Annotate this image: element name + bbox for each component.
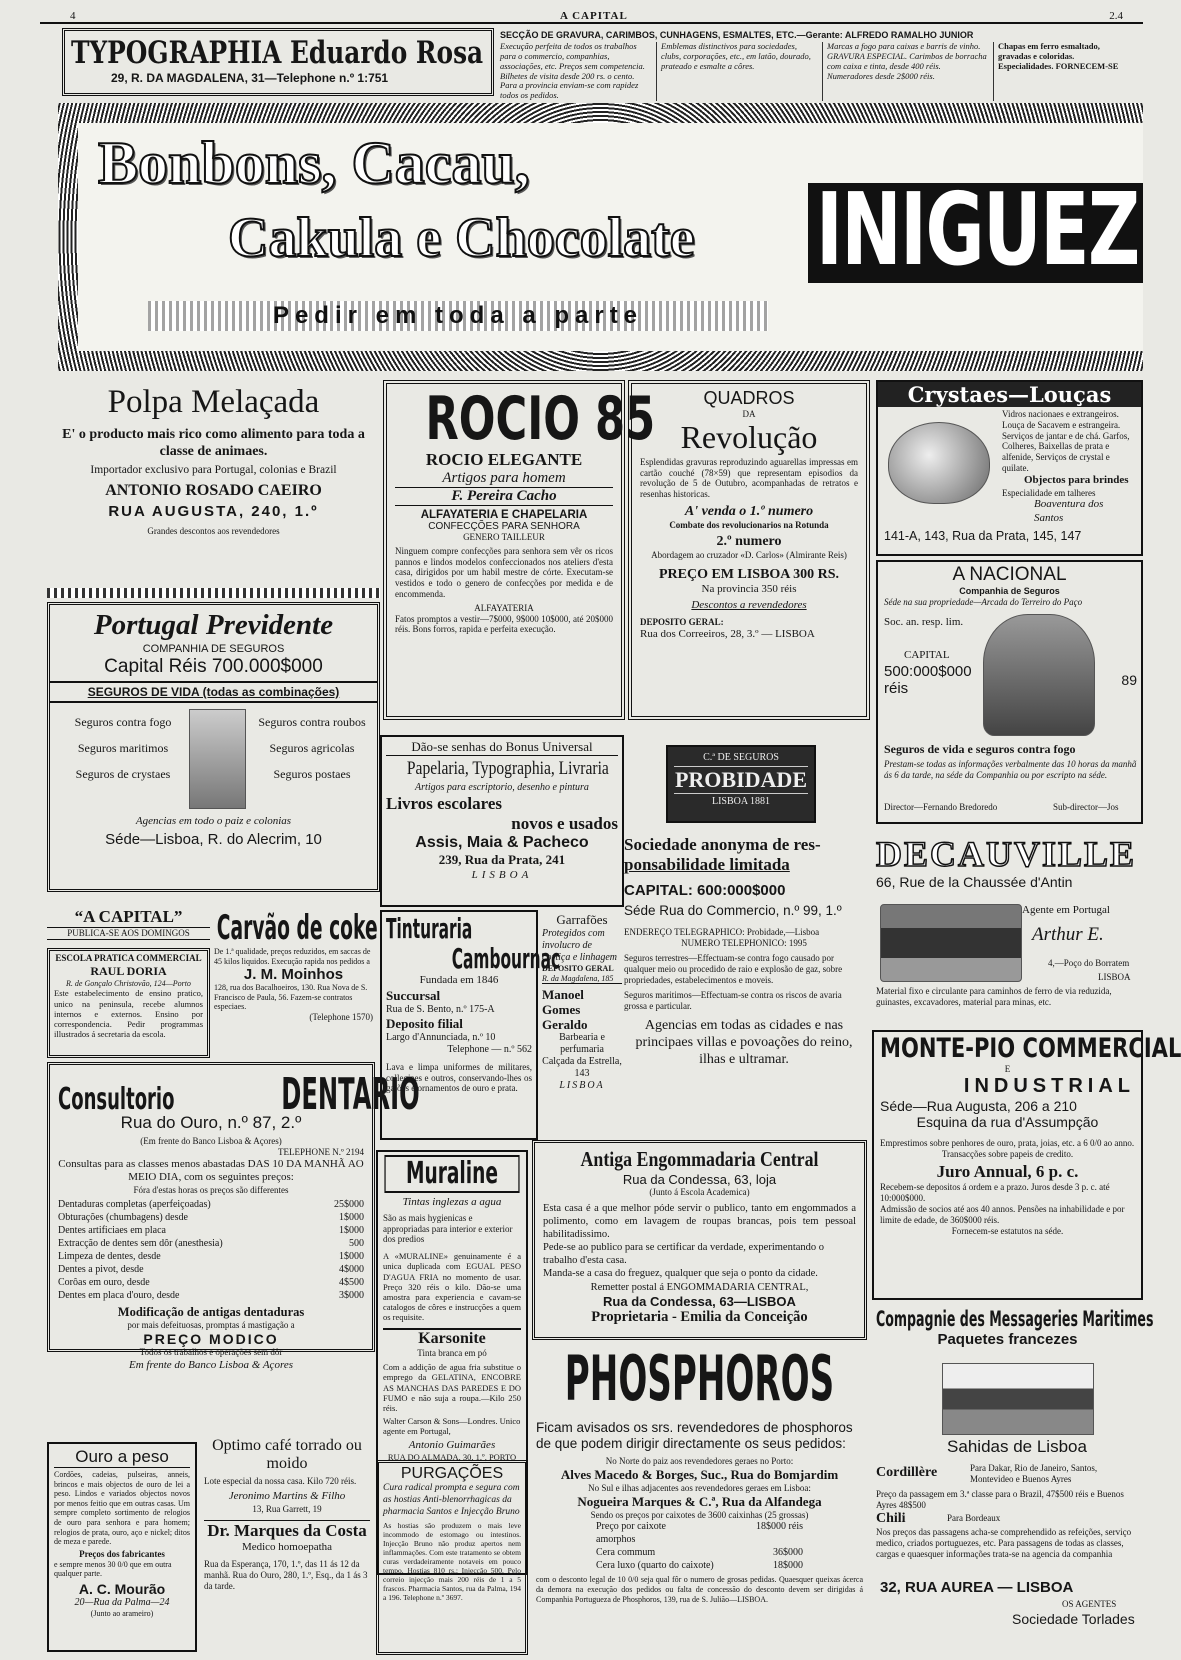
phosphoros-price-row — [596, 1546, 803, 1559]
quadros-rua: Rua dos Correeiros, 28, 3.º — LISBOA — [640, 627, 815, 640]
tinturaria-deposito: Deposito filial — [386, 1015, 463, 1031]
polpa-name: ANTONIO ROSADO CAEIRO — [105, 482, 322, 499]
dentario-price-price: 1$000 — [339, 1250, 364, 1262]
messageries-agentes: OS AGENTES — [1062, 1599, 1117, 1609]
probidade-capital: CAPITAL: 600:000$000 — [624, 882, 786, 899]
dentario-price-price: 25$000 — [334, 1198, 364, 1210]
rocio-artigos: Artigos para homem — [442, 470, 566, 486]
engommadaria-addr: Rua da Condessa, 63, loja — [622, 1172, 777, 1187]
dentario-em-frente: Em frente do Banco Lisboa & Açores — [129, 1359, 293, 1372]
carvao-text: De 1.ª qualidade, preços reduzidos, em saccas de 45 kilos liquidos. Execução rapida nos pedidos a — [214, 947, 371, 966]
previdente-ad — [47, 602, 380, 892]
bonbons-tagline: Pedir em toda a parte — [148, 301, 768, 331]
probidade-line2: ponsabilidade limitada — [624, 855, 790, 874]
cafe-dr-addr: Rua da Esperança, 170, 1.º, das 11 ás 12 da manhã. Rua do Ouro, 280, 1.º, Esq., da 1 ás 3 da tarde. — [204, 1559, 368, 1591]
bonus-address: 239, Rua da Prata, 241 — [438, 852, 566, 868]
tinturaria-text: Lava e limpa uniformes de militares, collegiaes e outros, conservando-lhes os galões e ornamentos de ouro e prata. — [386, 1061, 532, 1094]
muraline-walter: Walter Carson & Sons—Londres. Unico agente em Portugal, — [383, 1416, 521, 1437]
rocio-title: ROCIO 85 — [425, 384, 656, 454]
bonus-top: Dão-se senhas do Bonus Universal — [386, 739, 618, 756]
polpa-note: Grandes descontos aos revendedores — [147, 526, 280, 536]
probidade-line1: Sociedade anonyma de res- — [624, 835, 821, 854]
montepio-ad — [872, 1030, 1181, 1300]
dentario-todos: Todos os trabalhos e operações sem dôr — [139, 1346, 283, 1357]
previdente-right-list — [252, 709, 372, 787]
dentario-price-label: Dentaduras completas (aperfeiçoadas) — [58, 1198, 211, 1210]
nacional-capital: 500:000$000 réis — [884, 663, 972, 698]
dentario-price-label: Corôas em ouro, desde — [58, 1276, 150, 1288]
rocio-alfa: ALFAYATERIA — [474, 602, 534, 613]
nacional-side-number: 89 — [1121, 672, 1137, 688]
previdente-agencias: Agencias em todo o paiz e colonias — [135, 815, 292, 827]
previdente-right-0: Seguros contra roubos — [258, 715, 366, 729]
dentario-fora: Fóra d'estas horas os preços são differentes — [133, 1185, 289, 1196]
carvao-addr: 128, rua dos Bacalhoeiros, 130. Rua Nova de S. Francisco de Paula, 56. Fazem-se contratos especiaes. — [214, 983, 368, 1012]
montepio-text4: Admissão de socios até aos 40 annos. Pensões na inhabilidade e por limite de edade, de 360$000 réis. — [880, 1203, 1125, 1225]
quadros-da: DA — [742, 409, 756, 419]
montepio-text3: Recebem-se depositos á ordem e a prazo. Juros desde 3 p. c. até 10:000$000. — [880, 1182, 1110, 1204]
tinturaria-dep-addr: Largo d'Annunciada, n.º 10 — [386, 1031, 496, 1043]
garrafoes-title: Garrafões — [556, 912, 608, 927]
messageries-text: Nos preços das passagens acha-se comprehendido as refeições, serviço medico, criados portuguezes, etc. Para passagens de todas as classes, cargas e quaesquer informações trata-se na agencia da companhia — [876, 1527, 1132, 1559]
engommadaria-junto: (Junto á Escola Academica) — [649, 1187, 750, 1197]
bonus-artigos: Artigos para escriptorio, desenho e pintura — [415, 782, 589, 794]
bonbons-side-box — [808, 171, 1143, 288]
nacional-capital-label: CAPITAL — [904, 649, 950, 662]
probidade-maritimos: Seguros maritimos—Effectuam-se contra os riscos de avaria grossa e particular. — [624, 990, 842, 1011]
phosphoros-sendo: Sendo os preços por caixotes de 3600 caixinhas (25 grossas) — [590, 1509, 809, 1520]
decauville-ad — [872, 832, 1143, 1028]
engommadaria-text1: Esta casa é a que melhor póde servir o publico, tanto em engommados a polimento, como em lavagem de roupas brancas, pois tem pessoal habilitadissimo. — [543, 1202, 856, 1241]
bonus-livros: Livros escolares — [386, 794, 502, 814]
dentario-price-price: 4$500 — [339, 1276, 364, 1288]
statue-engraving — [983, 614, 1095, 736]
crystaes-title: Crystaes—Louças — [878, 382, 1141, 407]
phosphoros-norte: No Norte do paiz aos revendedores geraes no Porto: — [605, 1456, 794, 1466]
polpa-ad — [47, 380, 380, 582]
phosphoros-text: Ficam avisados os srs. revendedores de phosphoros de que podem dirigir directamente os seus pedidos: — [536, 1420, 853, 1451]
carvao-tel: (Telephone 1570) — [309, 1011, 373, 1022]
phosphoros-ad — [532, 1344, 867, 1656]
phosphoros-price-price: 36$000 — [773, 1547, 803, 1559]
nacional-vida: Seguros de vida e seguros contra fogo — [884, 742, 1076, 756]
quadros-venda2-sub: Abordagem ao cruzador «D. Carlos» (Almirante Reis) — [651, 549, 847, 560]
locomotive-engraving — [880, 904, 1022, 982]
previdente-capital: Capital Réis 700.000$000 — [104, 656, 323, 677]
muraline-text2: A «MURALINE» genuinamente é a unica duplicada com EGUAL PESO D'AGUA FRIA no momento de usar. Preço 320 réis o kilo. Dão-se uma amostra para experiencia e cavam-se catalogos de côres e instrucções a quem os requisite. — [383, 1251, 521, 1323]
crystaes-objetos: Objectos para brindes — [1024, 473, 1129, 486]
messageries-chili-text: Para Bordeaux — [947, 1513, 1001, 1523]
polpa-text1: E' o producto mais rico como alimento para toda a classe de animaes. — [62, 427, 365, 459]
dentario-price-row — [58, 1250, 364, 1263]
messageries-chili: Chili — [876, 1511, 906, 1526]
escola-ad — [47, 948, 210, 1058]
decauville-text: Material fixo e circulante para caminhos de ferro de via reduzida, guinastes, excavadores, material para minas, etc. — [876, 986, 1112, 1007]
phosphoros-alves: Alves Macedo & Borges, Suc., Rua do Bomjardim — [560, 1466, 839, 1482]
messageries-ad — [872, 1305, 1154, 1655]
typographia-title: TYPOGRAPHIA Eduardo Rosa — [71, 35, 484, 71]
decauville-addr2: 4,—Poço do Borratem — [1048, 958, 1130, 968]
probidade-banner-name: PROBIDADE — [674, 767, 807, 792]
probidade-ad — [624, 735, 872, 1135]
gravura-col2: Emblemas distinctivos para sociedades, clubs, corporações, etc., em latão, dourado, prateado e esmalte a côres. — [656, 42, 816, 101]
montepio-text5: Fornecem-se estatutos na séde. — [951, 1225, 1064, 1236]
masthead: A CAPITAL — [560, 10, 628, 22]
rocio-senhora: CONFECÇÕES PARA SENHORA — [428, 521, 580, 532]
cafe-name: Jeronimo Martins & Filho — [228, 1489, 346, 1502]
bonus-city: LISBOA — [471, 868, 533, 881]
crystaes-address: 141-A, 143, Rua da Prata, 145, 147 — [884, 528, 1082, 543]
tinturaria-title2: Cambournac — [451, 942, 561, 975]
previdente-left-0: Seguros contra fogo — [74, 715, 172, 729]
ouro-name: A. C. Mourão — [78, 1580, 166, 1597]
messageries-paquetes: Paquetes francezes — [937, 1331, 1078, 1348]
quadros-preco: PREÇO EM LISBOA 300 RS. — [658, 566, 840, 582]
quadros-ad — [628, 380, 870, 720]
crystaes-boaventura: Boaventura dos Santos — [1034, 498, 1104, 525]
dentario-price-label: Dentes em placa d'ouro, desde — [58, 1289, 180, 1301]
nacional-sub: Sub-director—Jos — [1053, 802, 1119, 812]
steamship-engraving — [942, 1363, 1094, 1435]
nacional-soc: Soc. an. resp. lim. — [884, 615, 964, 628]
escola-text: Este estabelecimento de ensino pratico, unico na peninsula, recebe alumnos internos e externos. Ensino por correspondencia. Pedir programmas illustrados á secretaria da escola. — [54, 988, 203, 1040]
cafe-medico: Medico homoepatha — [241, 1541, 333, 1554]
engommadaria-rua: Rua da Condessa, 63—LISBOA — [603, 1293, 796, 1309]
dentario-price-list — [58, 1198, 364, 1302]
probidade-tel: NUMERO TELEPHONICO: 1995 — [681, 938, 807, 948]
ouro-junto: (Junto ao arameiro) — [90, 1609, 154, 1619]
dentario-consultas: Consultas para as classes menos abastadas DAS 10 DA MANHÃ AO MEIO DIA, com os seguintes preços: — [58, 1157, 364, 1184]
bonus-novos: novos e usados — [511, 814, 618, 834]
rocio-section: ALFAYATERIA E CHAPELARIA — [420, 509, 588, 521]
dentario-price-price: 1$000 — [339, 1224, 364, 1236]
phosphoros-price-label: Preço por caixote — [596, 1521, 666, 1533]
messageries-cord-text: Para Dakar, Rio de Janeiro, Santos, Montevideo e Buenos Ayres — [970, 1463, 1098, 1484]
dentario-price-row — [58, 1276, 364, 1289]
cafe-ad — [200, 1435, 374, 1655]
phosphoros-footer: com o desconto legal de 10 0/0 seja qual fôr o numero de grosas pedidas. Quaesquer queixas ácerca da demora na execução dos pedidos ou falta de concessão do desconto devem ser dirigidas á Companhia Portugueza de Phosphoros, 139, rua de S. Julião—LISBOA. — [536, 1575, 863, 1604]
gravura-heading: SECÇÃO DE GRAVURA, CARIMBOS, CUNHAGENS, ESMALTES, ETC.—Gerante: ALFREDO RAMALHO JUNIOR — [500, 30, 974, 40]
montepio-juro: Juro Annual, 6 p. c. — [936, 1162, 1079, 1182]
carvao-name: J. M. Moinhos — [243, 966, 344, 984]
quadros-venda1-sub: Combate dos revolucionarios na Rotunda — [669, 519, 829, 530]
bonus-ad — [380, 735, 624, 907]
nacional-ad — [876, 560, 1143, 824]
messageries-soc: Sociedade Torlades — [1012, 1611, 1135, 1627]
garrafoes-city: LISBOA — [559, 1080, 605, 1092]
phosphoros-price-row — [596, 1533, 803, 1546]
dentario-tel: TELEPHONE N.º 2194 — [277, 1146, 364, 1157]
ouro-ad — [47, 1442, 197, 1652]
escola-addr: R. de Gonçalo Christovão, 124—Porto — [66, 978, 191, 988]
montepio-sede: Séde—Rua Augusta, 206 a 210 — [880, 1097, 1077, 1114]
probidade-banner — [666, 745, 816, 823]
muraline-k-sub: Tinta branca em pó — [417, 1348, 487, 1359]
phosphoros-price-label: amorphos — [596, 1534, 636, 1546]
engommadaria-prop: Proprietaria - Emilia da Conceição — [591, 1308, 808, 1325]
engommadaria-ad — [532, 1140, 867, 1340]
nacional-info: Prestam-se todas as informações verbalmente das 10 horas da manhã ás 6 da tarde, na séde da Companhia ou por escripto na séde. — [884, 759, 1137, 780]
garrafoes-calcada: Calçada da Estrella, 143 — [542, 1056, 622, 1080]
dentario-price-price: 1$000 — [339, 1211, 364, 1223]
phosphoros-sul: No Sul e ilhas adjacentes aos revendedores geraes em Lisboa: — [588, 1482, 811, 1493]
probidade-banner-bottom: LISBOA 1881 — [711, 796, 771, 807]
quadros-descontos: Descontos a revendedores — [691, 599, 807, 612]
gravura-col3: Marcas a fogo para caixas e barris de vinho. GRAVURA ESPECIAL. Carimbos de borracha com caixa e tinta, desde 400 réis. Numeradores desde 2$000 réis. — [822, 42, 987, 101]
dentario-price-label: Dentes artificiaes em placa — [58, 1224, 166, 1236]
montepio-title2: INDUSTRIAL — [963, 1074, 1135, 1097]
rocio-fatos: Fatos promptos a vestir—7$000, 9$000 10$000, até 20$000 réis. Bons forros, rapida e perfeita execução. — [395, 613, 613, 635]
muraline-karsonite: Karsonite — [383, 1328, 521, 1348]
garrafoes-barbearia: Barbearia e perfumaria — [559, 1032, 605, 1056]
nacional-title: A NACIONAL — [952, 564, 1067, 585]
previdente-right-2: Seguros postaes — [273, 767, 351, 781]
previdente-left-list — [68, 709, 178, 787]
muraline-k-text: Com a addição de agua fria substitue o emprego da GELATINA, ENCOBRE AS MANCHAS DAS PAREDES E DO FUMO e não suja a roupa.—Kilo 250 réis. — [383, 1362, 521, 1413]
dentario-price-price: 500 — [349, 1237, 364, 1249]
dentario-price-label: Extracção de dentes sem dôr (anesthesia) — [58, 1237, 223, 1249]
tinturaria-succ-addr: Rua de S. Bento, n.º 175-A — [386, 1003, 495, 1015]
probidade-terrestres: Seguros terrestres—Effectuam-se contra fogo causado por qualquer meio ou procedido de raio e explosão de gaz, sobre propriedades, estabelecimentos e moveis. — [624, 953, 843, 985]
dentario-price-price: 4$000 — [339, 1263, 364, 1275]
phosphoros-price-row — [596, 1559, 803, 1572]
dentario-ad — [47, 1062, 420, 1372]
decauville-name: Arthur E. — [1032, 924, 1104, 945]
messageries-cord: Cordillère — [876, 1465, 938, 1480]
previdente-title: Portugal Previdente — [93, 609, 334, 641]
bonus-title: Papelaria, Typographia, Livraria — [406, 758, 609, 780]
dentario-price-label: Obturações (chumbagens) desde — [58, 1211, 188, 1223]
engommadaria-text4: Remetter postal á ENGOMMADARIA CENTRAL, — [590, 1281, 809, 1293]
rocio-subtitle: ROCIO ELEGANTE — [425, 450, 583, 469]
phosphoros-price-list — [596, 1520, 803, 1572]
montepio-text2: Transacções sobre papeis de credito. — [941, 1148, 1074, 1159]
nacional-director: Director—Fernando Bredoredo — [884, 802, 998, 812]
crystaes-ad — [876, 380, 1143, 556]
dentario-price-row — [58, 1237, 364, 1250]
montepio-esquina: Esquina da rua d'Assumpção — [916, 1113, 1099, 1130]
quadros-top: QUADROS — [703, 388, 795, 408]
quadros-text: Esplendidas gravuras reproduzindo aguarellas impressas em cartão couché (78×59) que representam episodios da revolução de 5 de Outubro, acompanhadas de retratos e resenhas historicas. — [640, 456, 858, 500]
ouro-title: Ouro a peso — [54, 1447, 190, 1468]
previdente-vida: SEGUROS DE VIDA (todas as combinações) — [50, 681, 377, 703]
ouro-menos: e sempre menos 30 0/0 que em outra qualquer parte. — [54, 1559, 172, 1579]
dentario-modificacao: Modificação de antigas dentaduras — [117, 1304, 305, 1319]
bonbons-line2: Cakula e Chocolate — [228, 207, 695, 269]
dentario-price-price: 3$000 — [339, 1289, 364, 1301]
purgacoes-text: As hostias são produzem o mais leve incommodo de estomago ou intestinos. Injecção Bruno não produz apertos nem inflammações. Com este tratamento se obtem curas verdadeiramente notaveis em pouco tempo. Hostias 810 rs.; Injecção 500. Pelo correio injecção mais 200 réis de 1 a 5 frascos. Pharmacia Santos, rua da Palma, 194 a 196. Telephone n.º 3697. — [383, 1520, 521, 1602]
tinturaria-tel: Telephone — n.º 562 — [447, 1043, 532, 1055]
ship-engraving — [189, 709, 246, 809]
messageries-title: Compagnie des Messageries Maritimes — [876, 1307, 1154, 1331]
dentario-title1: Consultorio — [58, 1082, 175, 1117]
gravura-ad — [500, 30, 1143, 101]
muraline-addr: RUA DO ALMADA, 30, 1.º, PORTO — [387, 1452, 517, 1463]
purgacoes-title: PURGAÇÕES — [400, 1465, 504, 1482]
bonbons-ad — [78, 123, 1143, 351]
carvao-ad — [212, 907, 378, 1057]
decauville-title: DECAUVILLE — [876, 834, 1137, 874]
phosphoros-nogueira: Nogueira Marques & C.ª, Rua da Alfandega — [577, 1493, 822, 1509]
polpa-title: Polpa Melaçada — [107, 384, 320, 420]
typographia-address: 29, R. DA MAGDALENA, 31—Telephone n.º 1:751 — [111, 71, 389, 85]
previdente-right-1: Seguros agricolas — [269, 741, 355, 755]
gravura-col4: Chapas em ferro esmaltado, gravadas e coloridas. Especialidades. FORNECEM-SE — [993, 42, 1128, 101]
bonbons-line1: Bonbons, Cacau, — [98, 130, 530, 196]
nacional-subtitle: Companhia de Seguros — [959, 586, 1060, 596]
tinturaria-succ: Succursal — [386, 987, 441, 1003]
rocio-text: Ninguem compre confecções para senhora sem vêr os ricos pannos e lindos modelos confeccionados nos ateliers d'esta casa, dirigidos por um habil mestre de córte. Executam-se vestidos e todo o genero de confecções por medida e de encommenda. — [395, 545, 613, 599]
decauville-lisboa: LISBOA — [1098, 972, 1131, 982]
dentario-price-label: Dentes a pivot, desde — [58, 1263, 144, 1275]
rocio-owner: F. Pereira Cacho — [395, 487, 613, 506]
carvao-title: Carvão de coke — [216, 908, 378, 948]
bonbons-side-brand: INIGUEZ — [816, 171, 1139, 288]
dentario-price-label: Limpeza de dentes, desde — [58, 1250, 161, 1262]
dentario-price-row — [58, 1224, 364, 1237]
quadros-venda2: 2.º numero — [716, 533, 782, 549]
phosphoros-price-price: 18$000 — [773, 1560, 803, 1572]
phosphoros-price-price: 18$000 réis — [756, 1521, 803, 1533]
quadros-deposito: DEPOSITO GERAL: — [640, 617, 724, 628]
nacional-sede: Séde na sua propriedade—Arcada do Terreiro do Paço — [884, 596, 1083, 607]
garrafoes-manoel: Manoel Gomes Geraldo — [542, 987, 588, 1033]
phosphoros-price-row — [596, 1520, 803, 1533]
ouro-text: Cordões, cadeias, pulseiras, anneis, brincos e mais objectos de ouro de lei a peso. Lindos e variados objectos novos por menos feitio que em outras casas. Um sempre completo sortimento de relogios de ouro para senhora e para homem; relogios de prata, ouro, aço e nickel; ditos de meza e parede. — [54, 1470, 190, 1547]
engommadaria-title: Antiga Engommadaria Central — [580, 1147, 819, 1171]
quadros-venda1: A' venda o 1.º numero — [684, 503, 814, 519]
polpa-divider — [47, 588, 380, 598]
escola-title: ESCOLA PRATICA COMMERCIAL — [55, 953, 202, 963]
phosphoros-price-label: Cera commum — [596, 1547, 656, 1559]
decauville-address: 66, Rue de la Chaussée d'Antin — [876, 874, 1073, 890]
dentario-mod-sub: por mais defeituosas, promptas á mastigação a — [127, 1319, 295, 1330]
dentario-price-row — [58, 1198, 364, 1211]
tinturaria-title1: Tinturaria — [386, 912, 473, 945]
cafe-dr: Dr. Marques da Costa — [204, 1520, 370, 1541]
garrafoes-deposito: DEPOSITO GERAL — [542, 964, 614, 973]
crystaes-text: Vidros nacionaes e extrangeiros. Louça de Sacavem e estrangeira. Serviços de jantar e de chá. Garfos, Colheres, Baixellas de prata e alfenide, Serviços de crystal e quilate. — [1002, 409, 1130, 473]
muraline-text1: São as mais hygienicas e appropriadas para interior e exterior dos predios — [383, 1212, 513, 1245]
previdente-sede: Séde—Lisboa, R. do Alecrim, 10 — [105, 830, 322, 848]
probidade-telegr: ENDEREÇO TELEGRAPHICO: Probidade,—Lisboa — [624, 927, 820, 937]
muraline-sub: Tintas inglezas a agua — [402, 1196, 502, 1208]
dentario-frente: (Em frente do Banco Lisboa & Açores) — [140, 1136, 282, 1146]
dentario-price-row — [58, 1211, 364, 1224]
ouro-precos: Preços dos fabricantes — [79, 1548, 165, 1559]
gravura-col1: Execução perfeita de todos os trabalhos para o commercio, companhias, associações, etc. Preços sem competencia. Bilhetes de visita desde 200 rs. o cento. Para a provincia enviam-se com rapidez todos os pedidos. — [500, 41, 645, 101]
probidade-banner-top: C.ª DE SEGUROS — [703, 752, 779, 763]
page-header — [40, 10, 1143, 24]
dentario-price-row — [58, 1263, 364, 1276]
engommadaria-text3: Manda-se a casa do freguez, qualquer que seja o ponto da cidade. — [543, 1268, 818, 1280]
garrafoes-addr: R. da Magdalena, 185 — [542, 974, 622, 985]
capital-sub: PUBLICA-SE AOS DOMINGOS — [47, 927, 210, 940]
montepio-text1: Emprestimos sobre penhores de ouro, prata, joias, etc. a 6 0/0 ao anno. — [880, 1137, 1135, 1148]
probidade-sede: Séde Rua do Commercio, n.º 99, 1.º — [624, 903, 842, 918]
purgacoes-ad — [376, 1460, 528, 1655]
dentario-title2: DENTARIO — [281, 1069, 420, 1120]
purgacoes-sub: Cura radical prompta e segura com as hostias Anti-blenorrhagicas da pharmacia Santos e Injecção Bruno — [383, 1483, 520, 1517]
dentario-price-row — [58, 1289, 364, 1302]
tinturaria-fundada: Fundada em 1846 — [419, 974, 499, 986]
garrafoes-text: Protegidos com involucro de cortiça e linhagem — [542, 928, 617, 963]
cafe-title: Optimo café torrado ou moido — [212, 1437, 362, 1472]
capital-title: “A CAPITAL” — [74, 907, 183, 926]
previdente-left-1: Seguros maritimos — [77, 741, 169, 755]
cafe-lote: Lote especial da nossa casa. Kilo 720 réis. — [204, 1476, 357, 1486]
muraline-title: Muraline — [384, 1155, 519, 1193]
previdente-subtitle: COMPANHIA DE SEGUROS — [142, 643, 285, 655]
rocio-genero: GENERO TAILLEUR — [463, 532, 545, 542]
quadros-provincia: Na provincia 350 réis — [701, 582, 797, 595]
dentario-addr: Rua do Ouro, n.º 87, 2.º — [120, 1113, 302, 1132]
polpa-text2: Importador exclusivo para Portugal, colonias e Brazil — [90, 464, 337, 476]
polpa-address: RUA AUGUSTA, 240, 1.º — [108, 503, 319, 520]
typographia-ad — [62, 28, 494, 96]
messageries-sahidas: Sahidas de Lisboa — [947, 1437, 1087, 1456]
garrafoes-ad — [540, 910, 624, 1140]
page-number-right: 2.4 — [1109, 10, 1123, 22]
teapot-engraving — [888, 422, 990, 504]
rocio-ad — [383, 380, 656, 720]
escola-name: RAUL DORIA — [90, 963, 167, 978]
ouro-addr: 20—Rua da Palma—24 — [74, 1596, 170, 1608]
muraline-agent: Antonio Guimarães — [408, 1438, 496, 1451]
montepio-e: E — [1004, 1064, 1011, 1074]
bonus-name: Assis, Maia & Pacheco — [415, 834, 589, 852]
decauville-agente: Agente em Portugal — [1022, 904, 1110, 916]
cafe-addr: 13, Rua Garrett, 19 — [252, 1503, 322, 1514]
quadros-title: Revolução — [680, 418, 818, 455]
messageries-preco: Preço da passagem em 3.ª classe para o Brazil, 47$500 réis e Buenos Ayres 48$500 — [876, 1489, 1124, 1510]
capital-ad — [47, 907, 210, 945]
dentario-preco: PREÇO MODICO — [143, 1330, 279, 1347]
montepio-title: MONTE-PIO COMMERCIAL — [880, 1033, 1181, 1064]
phosphoros-price-label: Cera luxo (quarto do caixote) — [596, 1560, 714, 1572]
phosphoros-title: PHOSPHOROS — [564, 1342, 835, 1415]
engommadaria-text2: Pede-se ao publico para se certificar da verdade, experimentando o trabalho d'esta casa. — [543, 1242, 825, 1267]
messageries-addr: 32, RUA AUREA — LISBOA — [880, 1579, 1074, 1596]
page-number-left: 4 — [70, 10, 76, 22]
crystaes-especialidade: Especialidade em talheres — [1002, 487, 1096, 498]
probidade-agencias: Agencias em todas as cidades e nas principaes villas e povoações do reino, ilhas e ultramar. — [635, 1018, 853, 1067]
previdente-left-2: Seguros de crystaes — [75, 767, 171, 781]
